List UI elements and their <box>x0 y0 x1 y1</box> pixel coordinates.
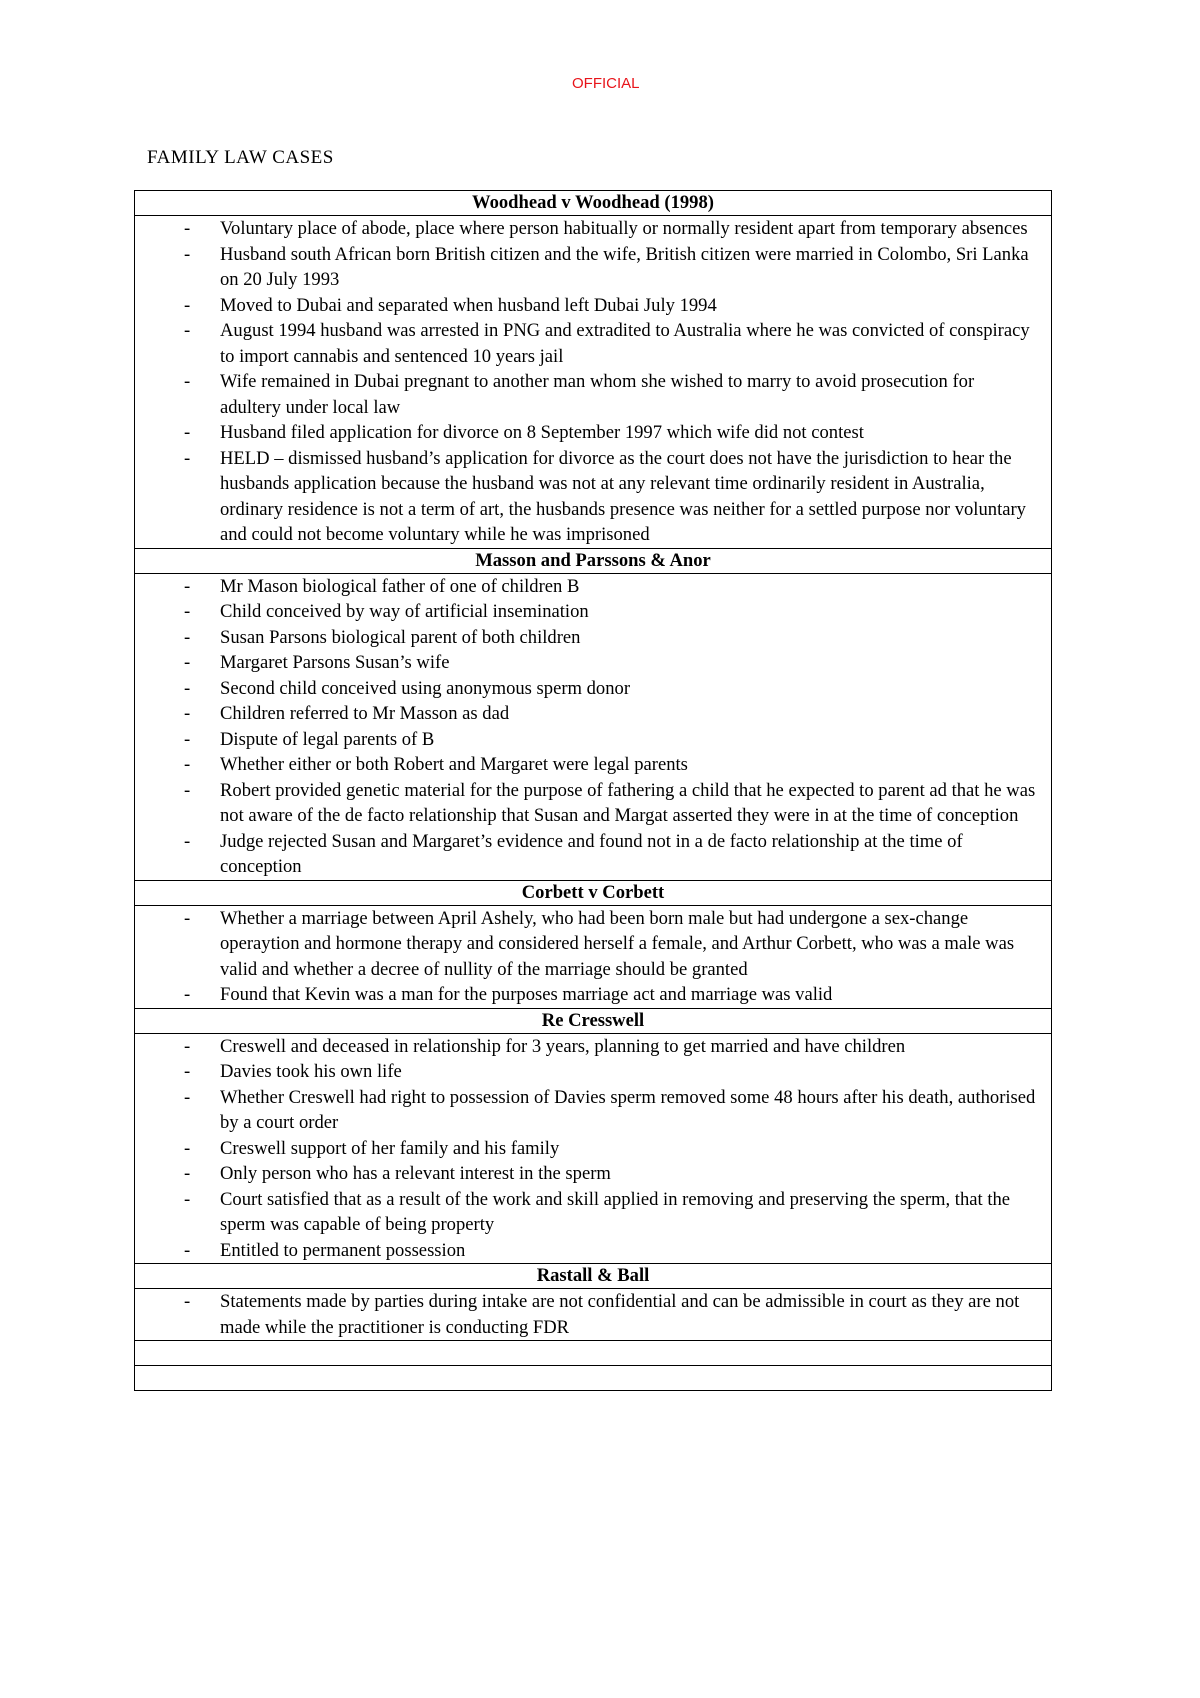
list-item <box>135 420 1051 446</box>
case-point-text: Only person who has a relevant interest in the sperm <box>220 1163 611 1184</box>
list-item <box>135 1034 1051 1060</box>
case-points-list <box>135 574 1051 880</box>
list-item <box>135 293 1051 319</box>
case-point-text: Davies took his own life <box>220 1061 402 1082</box>
case-point-text: Susan Parsons biological parent of both children <box>220 626 581 648</box>
dash-bullet-icon: - <box>184 447 191 469</box>
empty-cell <box>135 1341 1052 1366</box>
list-item <box>135 574 1051 600</box>
case-header-row <box>135 1264 1052 1289</box>
dash-bullet-icon: - <box>184 218 191 239</box>
case-header-row <box>135 191 1052 216</box>
case-point-text: Husband filed application for divorce on 8 September 1997 which wife did not contest <box>220 422 864 443</box>
dash-bullet-icon: - <box>184 1188 191 1210</box>
case-body-row <box>135 1033 1052 1264</box>
classification-marking: OFFICIAL <box>572 75 640 92</box>
list-item <box>135 1059 1051 1085</box>
list-item <box>135 701 1051 727</box>
dash-bullet-icon: - <box>184 1291 191 1312</box>
case-point-text: Margaret Parsons Susan’s wife <box>220 652 450 673</box>
case-point-text: Court satisfied that as a result of the work and skill applied in removing and preserving the sperm, that the sperm was capable of being property <box>220 1188 1011 1235</box>
case-body-row <box>135 216 1052 549</box>
list-item <box>135 1161 1051 1187</box>
list-item <box>135 242 1051 293</box>
case-points-cell <box>135 1033 1052 1264</box>
dash-bullet-icon: - <box>184 1239 191 1261</box>
case-points-list <box>135 216 1051 548</box>
case-points-cell <box>135 573 1052 880</box>
case-point-text: August 1994 husband was arrested in PNG and extradited to Australia where he was convicted of conspiracy to import cannabis and sentenced 10 years jail <box>220 320 1030 367</box>
case-point-text: Husband south African born British citizen and the wife, British citizen were married in Colombo, Sri Lanka on 20 July 1993 <box>220 243 1029 290</box>
cases-table-body <box>135 191 1052 1391</box>
dash-bullet-icon: - <box>184 728 191 750</box>
dash-bullet-icon: - <box>184 626 191 648</box>
case-points-list <box>135 1289 1051 1340</box>
case-point-text: Robert provided genetic material for the purpose of fathering a child that he expected to parent ad that he was not aware of the de facto relationship that Susan and Margat asserted they were in at the time of conception <box>220 779 1036 826</box>
list-item <box>135 752 1051 778</box>
dash-bullet-icon: - <box>184 1163 191 1184</box>
dash-bullet-icon: - <box>184 703 191 724</box>
dash-bullet-icon: - <box>184 422 191 443</box>
dash-bullet-icon: - <box>184 779 191 801</box>
list-item <box>135 369 1051 420</box>
dash-bullet-icon: - <box>184 575 191 597</box>
dash-bullet-icon: - <box>184 1086 191 1108</box>
list-item <box>135 446 1051 548</box>
case-name: Re Cresswell <box>135 1008 1052 1033</box>
case-point-text: Children referred to Mr Masson as dad <box>220 703 510 724</box>
case-points-list <box>135 906 1051 1008</box>
case-header-row <box>135 880 1052 905</box>
case-point-text: Found that Kevin was a man for the purposes marriage act and marriage was valid <box>220 984 833 1005</box>
cases-table <box>134 190 1052 1391</box>
case-point-text: Second child conceived using anonymous sperm donor <box>220 677 631 699</box>
dash-bullet-icon: - <box>184 1061 191 1082</box>
case-header-row <box>135 548 1052 573</box>
case-points-cell <box>135 1289 1052 1341</box>
document-title: FAMILY LAW CASES <box>147 147 334 168</box>
case-point-text: Dispute of legal parents of B <box>220 728 435 750</box>
case-point-text: Whether a marriage between April Ashely, who had been born male but had undergone a sex-change operaytion and hormone therapy and considered herself a female, and Arthur Corbett, who was a male was valid and whether a decree of nullity of the marriage should be granted <box>220 907 1015 980</box>
dash-bullet-icon: - <box>184 907 191 929</box>
list-item <box>135 318 1051 369</box>
case-points-cell <box>135 216 1052 549</box>
empty-cell <box>135 1366 1052 1391</box>
case-point-text: Wife remained in Dubai pregnant to another man whom she wished to marry to avoid prosecution for adultery under local law <box>220 371 975 418</box>
case-header-row <box>135 1008 1052 1033</box>
case-point-text: Creswell and deceased in relationship for 3 years, planning to get married and have children <box>220 1035 906 1057</box>
list-item <box>135 1085 1051 1136</box>
list-item <box>135 829 1051 880</box>
case-point-text: Judge rejected Susan and Margaret’s evidence and found not in a de facto relationship at the time of conception <box>220 830 963 877</box>
dash-bullet-icon: - <box>184 984 191 1005</box>
list-item <box>135 1289 1051 1340</box>
list-item <box>135 625 1051 651</box>
case-point-text: Mr Mason biological father of one of children B <box>220 575 580 597</box>
dash-bullet-icon: - <box>184 1137 191 1159</box>
dash-bullet-icon: - <box>184 677 191 699</box>
case-name: Woodhead v Woodhead (1998) <box>135 191 1052 216</box>
case-point-text: Voluntary place of abode, place where person habitually or normally resident apart from temporary absences <box>220 218 1028 239</box>
list-item <box>135 1136 1051 1162</box>
dash-bullet-icon: - <box>184 294 191 316</box>
list-item <box>135 982 1051 1008</box>
dash-bullet-icon: - <box>184 652 191 673</box>
case-points-list <box>135 1034 1051 1264</box>
dash-bullet-icon: - <box>184 754 191 775</box>
case-body-row <box>135 573 1052 880</box>
list-item <box>135 1238 1051 1264</box>
empty-table-row <box>135 1366 1052 1391</box>
dash-bullet-icon: - <box>184 830 191 852</box>
list-item <box>135 650 1051 676</box>
case-point-text: HELD – dismissed husband’s application for divorce as the court does not have the jurisdiction to hear the husbands application because the husband was not at any relevant time ordinarily resident in Australia, ordinary residence is not a term of art, the husbands presence was neither for a settled purpose nor voluntary and could not become voluntary while he was imprisoned <box>220 447 1026 545</box>
case-point-text: Child conceived by way of artificial insemination <box>220 601 589 622</box>
case-body-row <box>135 1289 1052 1341</box>
dash-bullet-icon: - <box>184 1035 191 1057</box>
list-item <box>135 778 1051 829</box>
list-item <box>135 1187 1051 1238</box>
case-name: Masson and Parssons & Anor <box>135 548 1052 573</box>
case-point-text: Entitled to permanent possession <box>220 1239 466 1261</box>
case-point-text: Moved to Dubai and separated when husband left Dubai July 1994 <box>220 294 717 316</box>
case-points-cell <box>135 905 1052 1008</box>
case-body-row <box>135 905 1052 1008</box>
list-item <box>135 906 1051 983</box>
case-point-text: Creswell support of her family and his family <box>220 1137 560 1159</box>
case-point-text: Whether either or both Robert and Margaret were legal parents <box>220 754 688 775</box>
empty-table-row <box>135 1341 1052 1366</box>
dash-bullet-icon: - <box>184 243 191 265</box>
case-name: Rastall & Ball <box>135 1264 1052 1289</box>
list-item <box>135 599 1051 625</box>
list-item <box>135 727 1051 753</box>
dash-bullet-icon: - <box>184 320 191 341</box>
case-name: Corbett v Corbett <box>135 880 1052 905</box>
list-item <box>135 676 1051 702</box>
dash-bullet-icon: - <box>184 601 191 622</box>
dash-bullet-icon: - <box>184 371 191 392</box>
case-point-text: Statements made by parties during intake are not confidential and can be admissible in court as they are not made while the practitioner is conducting FDR <box>220 1291 1020 1338</box>
list-item <box>135 216 1051 242</box>
case-point-text: Whether Creswell had right to possession of Davies sperm removed some 48 hours after his death, authorised by a court order <box>220 1086 1036 1133</box>
